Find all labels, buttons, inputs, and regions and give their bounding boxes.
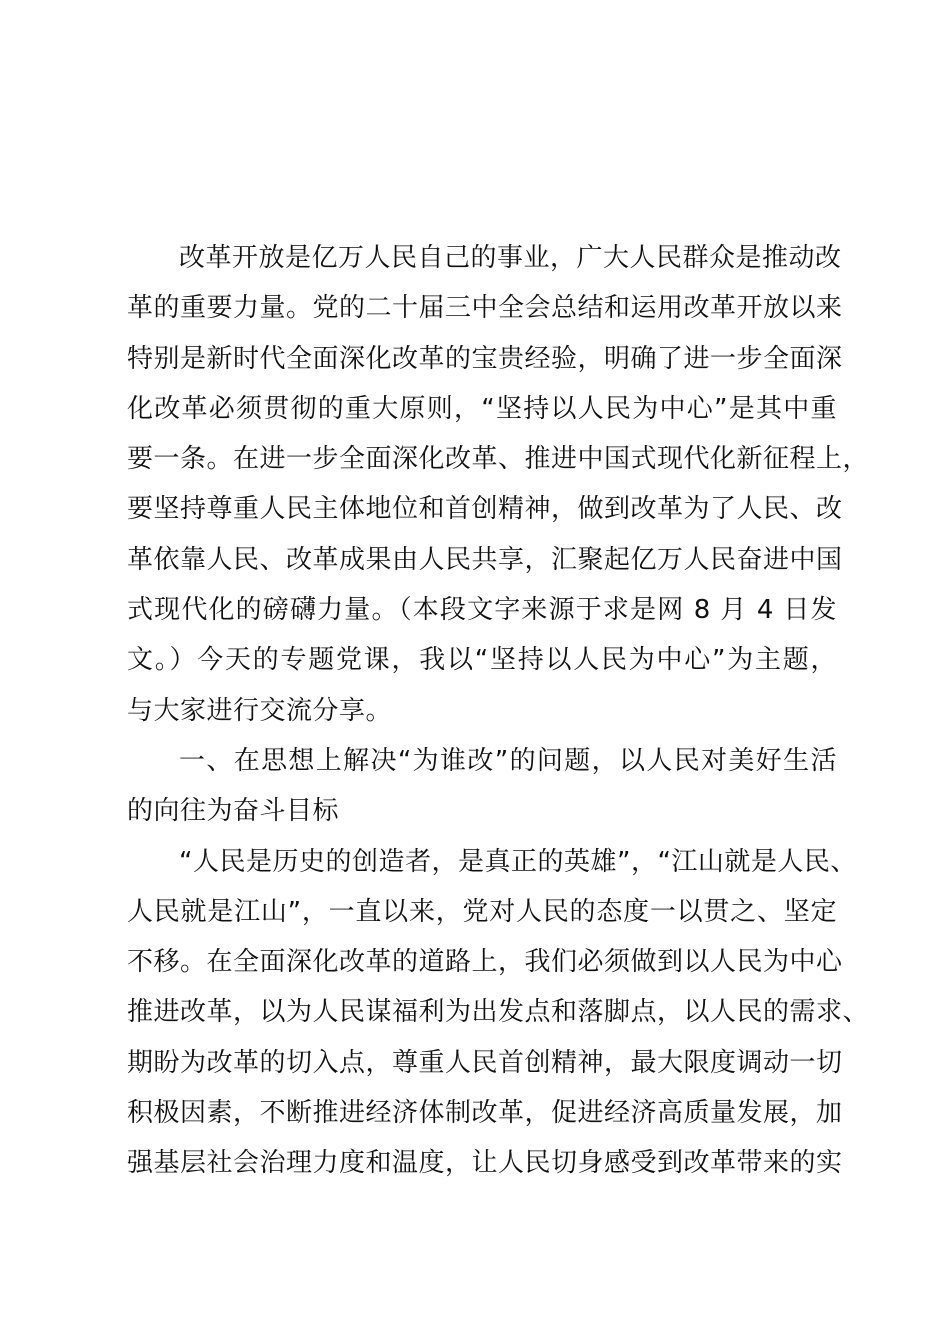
document-body — [127, 233, 870, 1189]
text-line: 推进改革，以为人民谋福利为出发点和落脚点，以人民的需求、 — [127, 997, 870, 1028]
text-line: 化改革必须贯彻的重大原则，“坚持以人民为中心”是其中重 — [127, 393, 837, 424]
text-line: 式现代化的磅礴力量。（本段文字来源于求是网 8 月 4 日发 — [127, 595, 837, 626]
section-heading — [127, 736, 837, 837]
text-line: 革依靠人民、改革成果由人民共享，汇聚起亿万人民奋进中国 — [127, 544, 843, 575]
text-line: 革的重要力量。党的二十届三中全会总结和运用改革开放以来 — [127, 293, 843, 324]
heading-line: 一、在思想上解决“为谁改”的问题，以人民对美好生活 — [179, 745, 837, 776]
text-line: 不移。在全面深化改革的道路上，我们必须做到以人民为中心 — [127, 947, 843, 978]
text-line: 强基层社会治理力度和温度，让人民切身感受到改革带来的实 — [127, 1148, 843, 1179]
text-line: 期盼为改革的切入点，尊重人民首创精神，最大限度调动一切 — [127, 1047, 843, 1078]
text-line: 人民就是江山”，一直以来，党对人民的态度一以贯之、坚定 — [127, 896, 837, 927]
text-line: 要一条。在进一步全面深化改革、推进中国式现代化新征程上， — [127, 444, 870, 475]
text-line: 特别是新时代全面深化改革的宝贵经验，明确了进一步全面深 — [127, 343, 843, 374]
text-line: 与大家进行交流分享。 — [127, 695, 393, 726]
heading-line: 的向往为奋斗目标 — [127, 796, 340, 827]
text-line: 要坚持尊重人民主体地位和首创精神，做到改革为了人民、改 — [127, 494, 843, 525]
text-line: 积极因素，不断推进经济体制改革，促进经济高质量发展，加 — [127, 1098, 843, 1129]
body-paragraph — [127, 837, 870, 1189]
text-line: 改革开放是亿万人民自己的事业，广大人民群众是推动改 — [179, 243, 842, 273]
text-line: 文。）今天的专题党课，我以“坚持以人民为中心”为主题， — [127, 645, 837, 676]
text-line: “人民是历史的创造者，是真正的英雄”，“江山就是人民、 — [179, 846, 857, 877]
intro-paragraph — [127, 233, 870, 736]
